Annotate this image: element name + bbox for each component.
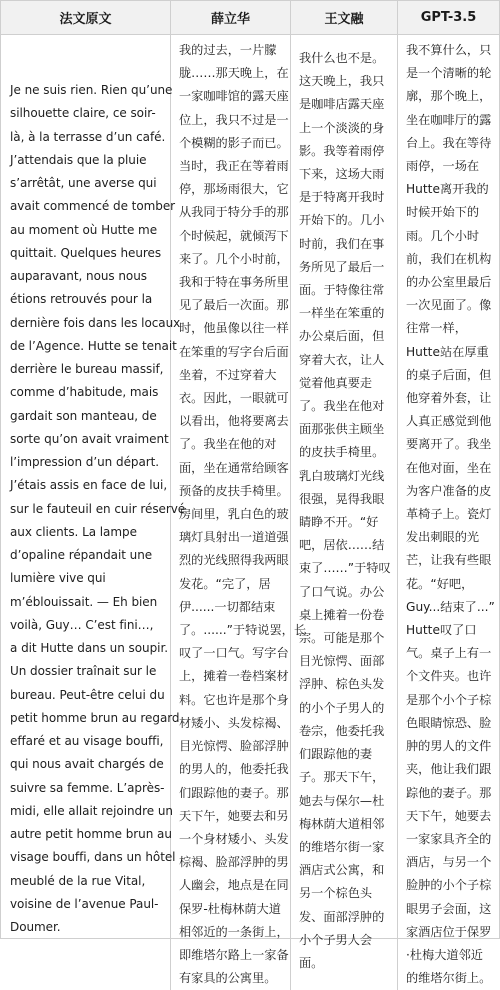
gpt-line: 一家家具齐全的 (406, 831, 492, 846)
xue-line: 以看出，他将要离去 (179, 414, 289, 429)
xue-line: 我和于特在事务所里 (179, 275, 289, 290)
french-line: m’éblouissait. — Eh bien (10, 594, 158, 609)
gpt-line: 台上。我在等待 (406, 135, 492, 150)
wang-line: 子。那天下午， (299, 770, 385, 785)
xue-line: 我的过去，一片朦 (179, 43, 277, 57)
gpt-line: 坐在咖啡厅的露 (406, 112, 492, 127)
xue-line: 时，他虽像以往一样 (179, 321, 289, 336)
xue-line: 从我同于特分手的那 (179, 205, 289, 220)
french-line: là, à la terrasse d’un café. (10, 129, 166, 144)
xue-line: 面，坐在通常给顾客 (179, 460, 289, 475)
xue-lihua-translation (171, 35, 307, 990)
french-line: Je ne suis rien. Rien qu’une (10, 83, 173, 97)
wang-line: 面。于特像往常 (299, 283, 385, 298)
gpt-line: ·杜梅大道邻近 (406, 947, 483, 962)
wang-line: 面。 (299, 955, 324, 970)
gpt-line: 花。“好吧， (406, 576, 474, 591)
xue-line: 人幽会，地点是在同 (179, 878, 289, 893)
wang-line: 务所见了最后一 (299, 259, 385, 274)
header-gpt-3-5: GPT-3.5 (398, 1, 499, 35)
wang-line: 了口气说。办公 (299, 584, 385, 599)
gpt-line: 芒，让我有些眼 (406, 553, 492, 568)
french-line: voilà, Guy… C’est fini…, (10, 617, 154, 632)
gpt-line: 家酒店位于保罗 (406, 924, 492, 939)
gpt-line: 雨停，一场在 (406, 159, 480, 174)
xue-line: 料。它也许是那个身 (179, 692, 289, 707)
xue-line: 房间里，乳白色的玻 (179, 507, 289, 522)
xue-line: 当时，我正在等着雨 (179, 159, 289, 174)
gpt-line: 酒店，与另一个 (406, 855, 492, 870)
xue-line: 即维塔尔路上一家备 (179, 947, 289, 962)
xue-line: 棕褐、脸部浮肿的男 (179, 855, 289, 870)
wang-line: 酒店式公寓，和 (299, 863, 385, 878)
wang-line: 时前，我们在事 (299, 236, 385, 251)
french-line: avait commencé de tomber (10, 199, 176, 214)
gpt-line: 是一个清晰的轮 (406, 66, 492, 81)
wang-line: 的小个子男人的 (299, 700, 385, 715)
wang-line: 发、面部浮肿的 (299, 909, 385, 924)
french-line: aux clients. La lampe (10, 524, 137, 539)
wang-wenrong-translation (291, 35, 398, 990)
french-line: lumière vive qui (10, 571, 106, 586)
gpt-line: 往常一样， (406, 321, 467, 336)
wang-line: 影。我等着雨停 (299, 143, 385, 158)
xue-line: 伊......一切都结束 (179, 599, 276, 614)
wang-line: 办公桌后面，但 (299, 329, 385, 344)
french-line: sorte qu’on avait vraiment (10, 431, 169, 446)
french-line: de l’Agence. Hutte se tenait (10, 338, 177, 353)
gpt-line: 眼男子会面，这 (406, 901, 492, 916)
gpt-line: 雨。几个小时 (406, 228, 480, 243)
gpt-line: 在他对面，坐在 (406, 460, 492, 475)
xue-line: 见了最后一次面。那 (179, 298, 289, 313)
gpt-line: 时候开始下的 (406, 205, 480, 220)
gpt-line: 要离开了。我坐 (406, 437, 492, 452)
xue-line: 璃灯具射出一道道强 (179, 530, 289, 545)
wang-line: 很强，晃得我眼 (299, 491, 385, 506)
french-line: Doumer. (10, 920, 61, 934)
french-line: silhouette claire, ce soir- (10, 106, 156, 121)
french-line: visage bouffi, dans un hôtel (10, 850, 176, 865)
xue-line: 发花。“完了，居 (179, 576, 271, 591)
french-line: meublé de la rue Vital, (10, 873, 146, 888)
xue-line: 坐着，不过穿着大 (179, 367, 277, 382)
wang-line: 面那张供主顾坐 (299, 422, 385, 437)
wang-line: 上一个淡淡的身 (299, 120, 385, 135)
gpt-line: 踪他的妻子。那 (406, 785, 492, 800)
gpt-line: 是那个小个子棕 (406, 692, 492, 707)
gpt-line: 的办公室里最后 (406, 275, 492, 290)
wang-line: 觉着他真要走 (299, 375, 373, 390)
french-line: sur le fauteuil en cuir réservé (10, 501, 186, 516)
wang-line: 睛睁不开。“好 (299, 515, 379, 530)
xue-line: 在笨重的写字台后面 (179, 344, 289, 359)
french-line: qui nous avait chargés de (10, 757, 164, 772)
french-original-text (1, 35, 186, 990)
xue-line: 相邻近的一条街上， (179, 924, 289, 939)
french-line: Un dossier traînait sur le (10, 664, 157, 679)
wang-line: 浮肿、棕色头发 (299, 677, 385, 692)
gpt-line: 前，我们在机构 (406, 251, 492, 266)
gpt-line: 天下午，她要去 (406, 808, 492, 823)
wang-line: 我什么也不是。 (299, 51, 385, 65)
gpt-line: 脸肿的小个子棕 (406, 878, 492, 893)
french-line: s’arrêtât, une averse qui (10, 176, 157, 190)
gpt-line: 的维塔尔街上。 (406, 971, 492, 986)
french-line: d’opaline répandait une (10, 548, 153, 562)
wang-line: 乳白玻璃灯光线 (299, 468, 385, 483)
wang-line: 是于特离开我时 (299, 190, 385, 205)
wang-line: 是咖啡店露天座 (299, 97, 385, 112)
french-line: suivre sa femme. L’après- (10, 780, 165, 795)
xue-line: 目光惊愕、脸部浮肿 (179, 739, 289, 754)
xue-line: 停，那场雨很大，它 (179, 182, 289, 197)
french-line: étions retrouvés pour la (10, 292, 153, 307)
french-line: J’attendais que la pluie (10, 152, 147, 167)
french-line: quittait. Quelques heures (10, 245, 162, 260)
xue-line: 天下午，她要去和另 (179, 808, 289, 823)
gpt-line: 革椅子上。瓷灯 (406, 507, 492, 522)
xue-line: 了。我坐在他的对 (179, 437, 277, 452)
xue-line: 衣。因此，一眼就可 (179, 391, 289, 406)
xue-line: 一家咖啡馆的露天座 (179, 89, 289, 104)
wang-line: 们跟踪他的妻 (299, 747, 373, 762)
gpt-line: Hutte离开我的 (406, 182, 489, 197)
xue-line: 的男人的，他委托我 (179, 762, 289, 777)
gpt-line: 肿的男人的文件 (406, 739, 492, 754)
gpt-line: 夹，他让我们跟 (406, 762, 492, 777)
xue-line: 胧……那天晚上，在 (179, 66, 289, 81)
wang-line: 这天晚上，我只 (299, 74, 385, 89)
wang-line: 下来，这场大雨 (299, 167, 385, 182)
french-line: l’impression d’un départ. (10, 455, 160, 469)
wang-line: 梅林荫大道相邻 (299, 816, 385, 831)
gpt-line: Hutte叹了口 (406, 623, 477, 638)
gpt-line: 发出刺眼的光 (406, 530, 480, 545)
french-line: a dit Hutte dans un soupir. (10, 641, 168, 655)
french-line: comme d’habitude, mais (10, 385, 159, 400)
gpt-line: 一次见面了。像 (406, 298, 492, 313)
wang-line: 开始下的。几小 (299, 213, 385, 228)
french-line: midi, elle allait rejoindre un (10, 803, 173, 818)
xue-line: 上，摊着一卷档案材 (179, 669, 289, 684)
wang-line: 另一个棕色头 (299, 886, 373, 901)
french-line: effaré et au visage bouffi, (10, 734, 164, 748)
french-line: autre petit homme brun au (10, 827, 172, 841)
french-line: dernière fois dans les locaux (10, 315, 181, 330)
wang-line: 宗。可能是那个 (299, 631, 385, 646)
gpt-line: 气。桌子上有一 (406, 646, 492, 661)
gpt-line: 人真正感觉到他 (406, 414, 492, 429)
xue-line: 烈的光线照得我两眼 (179, 553, 289, 568)
french-line: auparavant, nous nous (10, 269, 147, 283)
xue-line: 有家具的公寓里。 (179, 971, 277, 986)
gpt-line: 我不算什么，只 (406, 43, 492, 57)
french-line: J’étais assis en face de lui, (10, 478, 168, 493)
wang-line: 目光惊愕、面部 (299, 654, 385, 669)
xue-line: 了。......”于特说罢，长 (179, 623, 307, 638)
xue-line: 们跟踪他的妻子。那 (179, 785, 289, 800)
wang-line: 了。我坐在他对 (299, 399, 385, 414)
wang-line: 的皮扶手椅里。 (299, 445, 385, 460)
french-line: bureau. Peut-être celui du (10, 687, 165, 702)
gpt-line: Guy...结束了...” (406, 599, 495, 614)
xue-line: 保罗-杜梅林荫大道 (179, 901, 281, 916)
xue-line: 一个身材矮小、头发 (179, 831, 289, 846)
gpt-3-5-translation (398, 35, 499, 990)
xue-line: 叹了一口气。写字台 (179, 646, 289, 661)
wang-line: 一样坐在笨重的 (299, 306, 385, 321)
french-line: gardait son manteau, de (10, 408, 157, 423)
xue-line: 位上，我只不过是一 (179, 112, 289, 127)
gpt-line: 个文件夹。也许 (406, 669, 492, 684)
wang-line: 桌上摊着一份卷 (299, 607, 385, 622)
french-line: au moment où Hutte me (10, 222, 158, 237)
wang-line: 吧，居依……结 (299, 538, 385, 553)
wang-line: 穿着大衣，让人 (299, 352, 385, 367)
gpt-line: 的桌子后面，但 (406, 367, 492, 382)
wang-line: 束了……”于特叹 (299, 561, 391, 576)
header-french-original: 法文原文 (1, 1, 171, 35)
xue-line: 来了。几个小时前， (179, 251, 289, 266)
wang-line: 的维塔尔街一家 (299, 839, 385, 854)
xue-line: 预备的皮扶手椅里。 (179, 483, 289, 498)
xue-line: 材矮小、头发棕褐、 (179, 715, 289, 730)
gpt-line: Hutte站在厚重 (406, 344, 489, 359)
gpt-line: 色眼睛惊恐、脸 (406, 715, 492, 730)
xue-line: 个时候起，就倾泻下 (179, 228, 289, 243)
header-xue-lihua: 薛立华 (171, 1, 291, 35)
wang-line: 卷宗，他委托我 (299, 723, 385, 738)
gpt-line: 廓，那个晚上， (406, 89, 492, 104)
french-line: voisine de l’avenue Paul- (10, 896, 159, 911)
header-wang-wenrong: 王文融 (291, 1, 398, 35)
gpt-line: 为客户准备的皮 (406, 483, 492, 498)
french-line: petit homme brun au regard (10, 710, 180, 725)
gpt-line: 他穿着外套，让 (406, 391, 492, 406)
wang-line: 小个子男人会 (299, 932, 373, 947)
xue-line: 个模糊的影子而已。 (179, 135, 289, 150)
wang-line: 她去与保尔—杜 (299, 793, 385, 808)
french-line: derrière le bureau massif, (10, 362, 164, 376)
